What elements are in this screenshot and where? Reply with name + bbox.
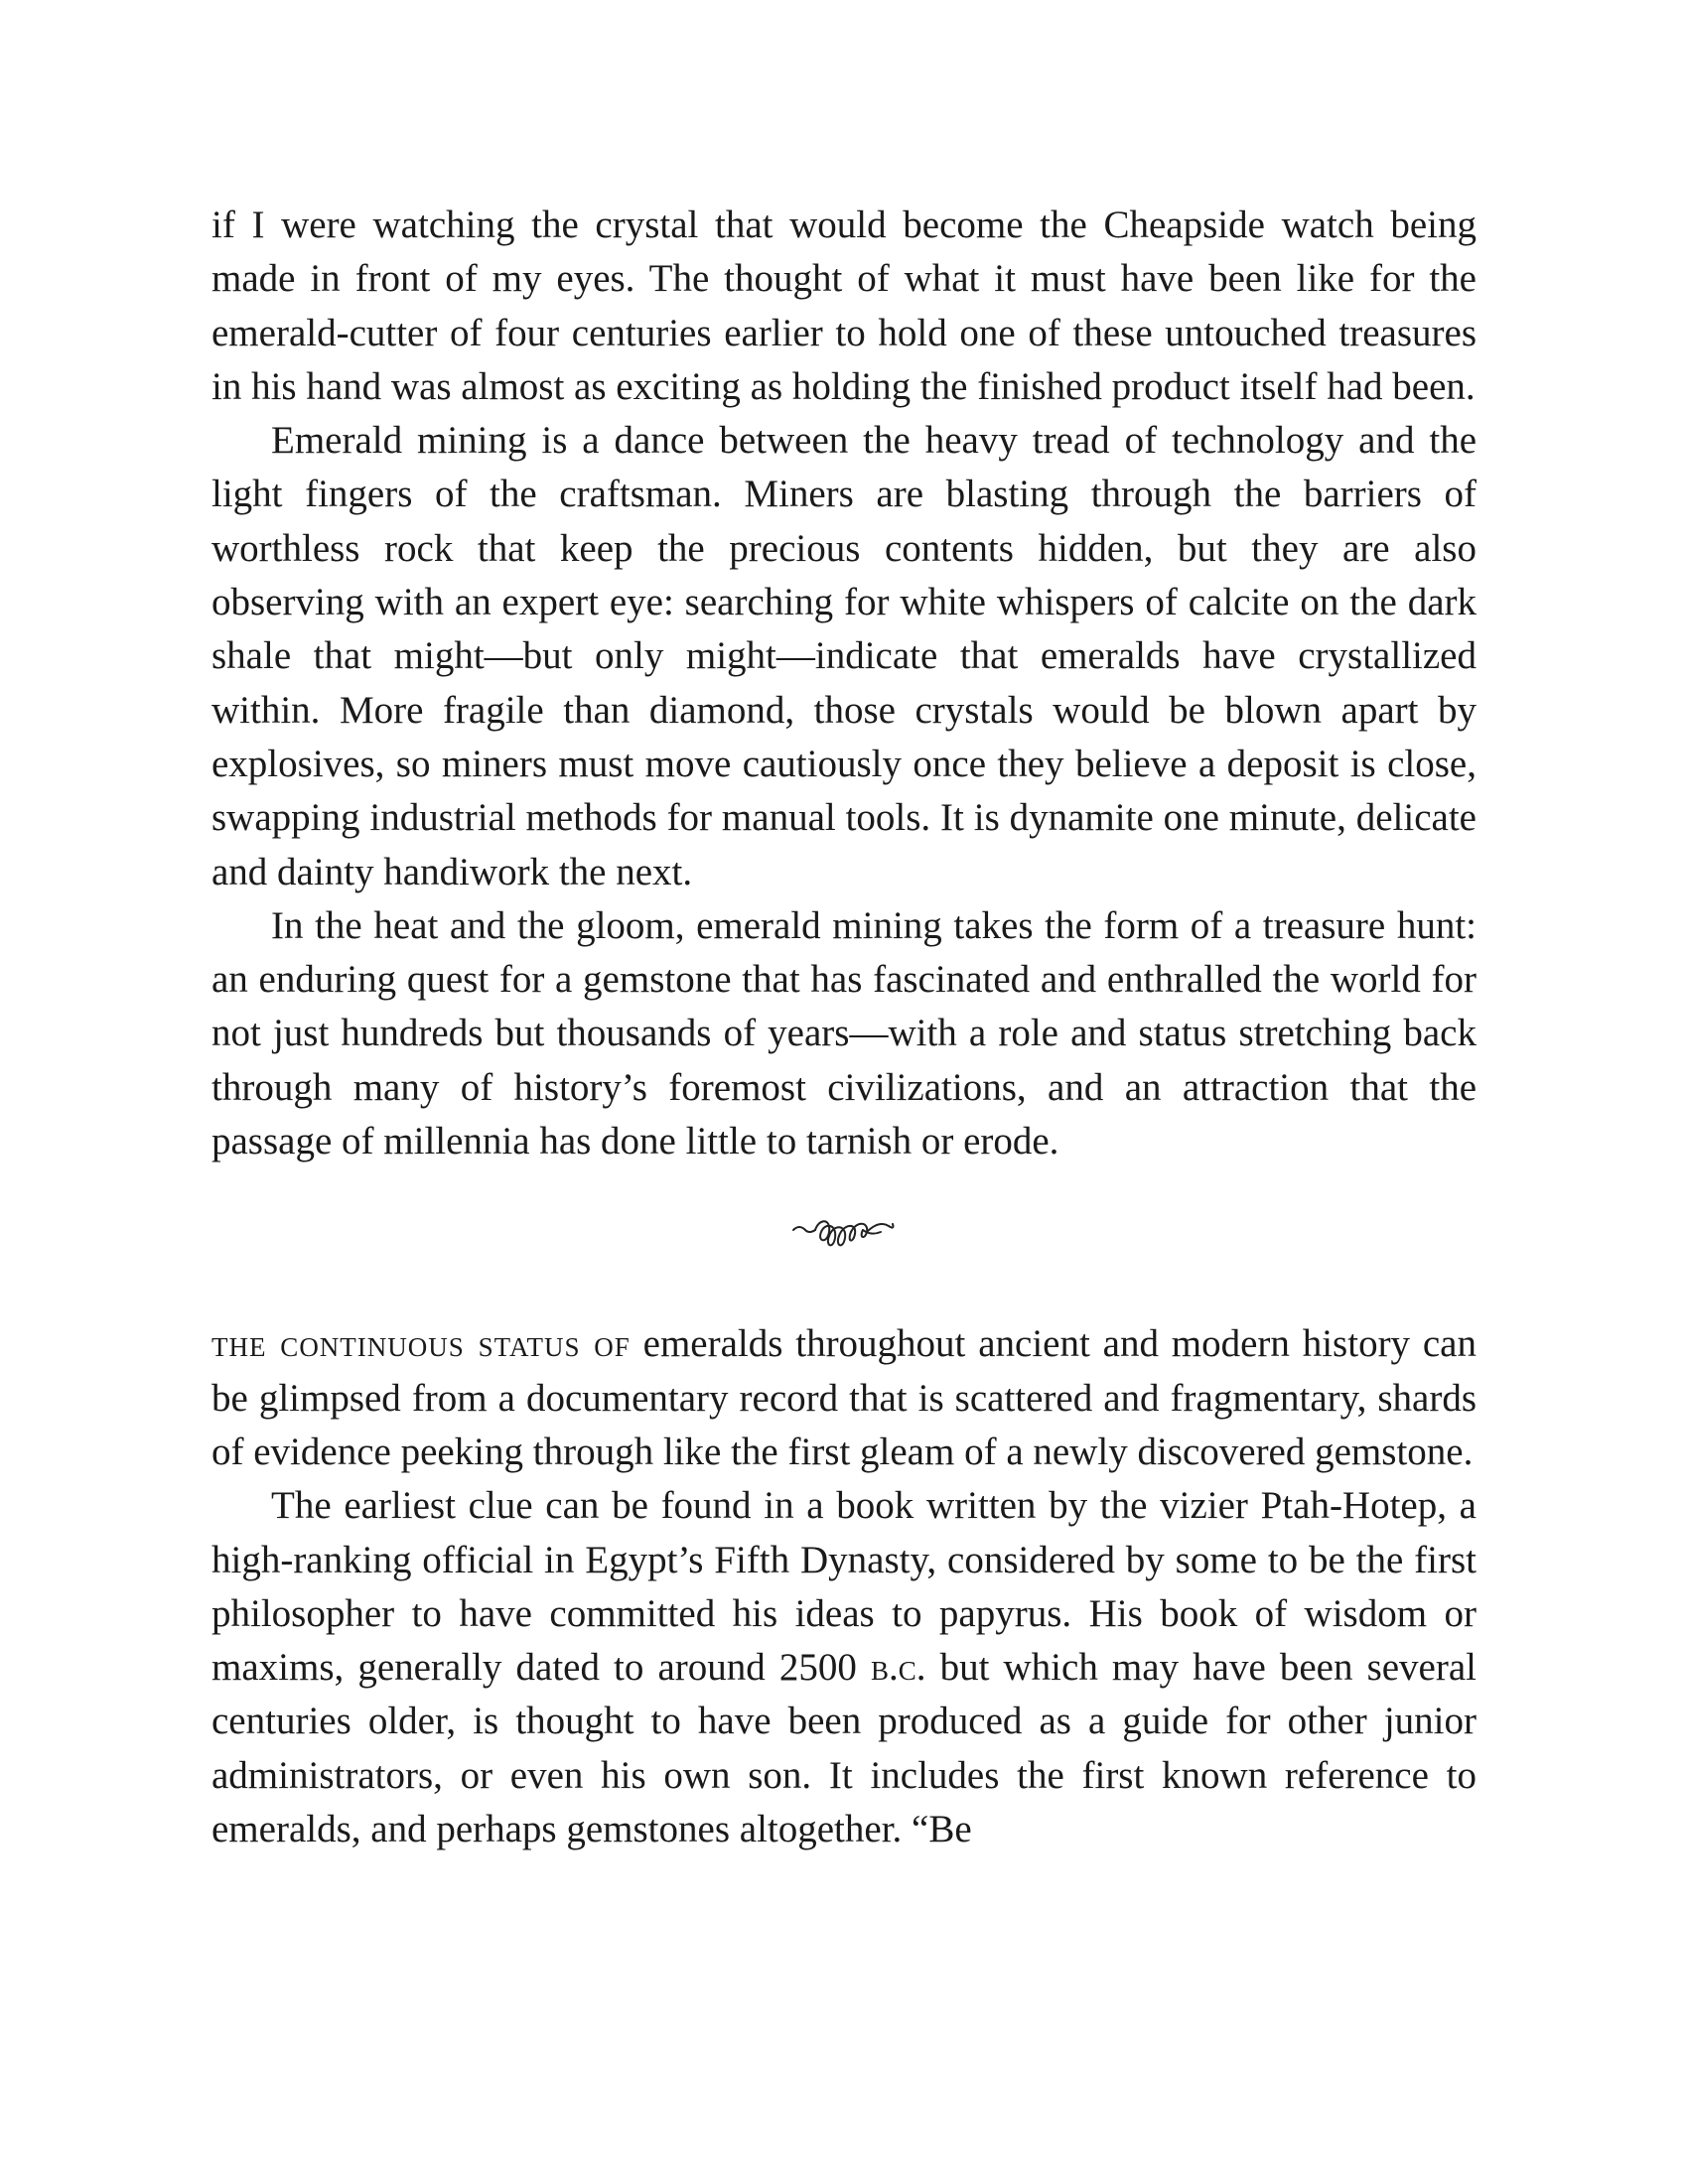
ptah-hotep-text-start: The earliest clue can be found in a book written by the vizier Ptah-Hotep, a high-ranking official in Egypt’s Fifth Dynasty, considered by some to be the first philosopher to have committed his ideas to papyrus. His book of wisdom or maxims, generally dated to around 2500	[211, 1484, 1477, 1690]
paragraph-emerald-mining-dance: Emerald mining is a dance between the heavy tread of technology and the light fingers of the craftsman. Miners are blasting through the barriers of worthless rock that keep the precious contents hidden, but they are also observing with an expert eye: searching for white whispers of calcite on the dark shale that might—but only might—indicate that emeralds have crystallized within. More fragile than diamond, those crystals would be blown apart by explosives, so miners must move cautiously once they believe a deposit is close, swapping industrial methods for manual tools. It is dynamite one minute, delicate and dainty handiwork the next.	[211, 419, 1477, 893]
flourish-icon	[789, 1210, 899, 1256]
paragraph-ptah-hotep	[211, 1479, 1477, 1856]
ptah-hotep-text-end: but which may have been several centuries older, is thought to have been produced as a guide for other junior administrators, or even his own son. It includes the first known reference to emeralds, and perhaps gemstones altogether. “Be	[211, 1646, 1477, 1851]
paragraph-continuous-status	[211, 1317, 1477, 1479]
book-page	[211, 199, 1477, 1856]
section-lead-in: the continuous status of	[211, 1322, 631, 1366]
paragraph-treasure-hunt: In the heat and the gloom, emerald mining takes the form of a treasure hunt: an enduring quest for a gemstone that has fascinated and enthralled the world for not just hundreds but thousands of years—with a role and status stretching back through many of history’s foremost civilizations, and an attraction that the passage of millennia has done little to tarnish or erode.	[211, 903, 1477, 1163]
section-opening-text: emeralds throughout ancient and modern history can be glimpsed from a documentary record that is scattered and fragmentary, shards of evidence peeking through like the first gleam of a newly discovered gemstone.	[211, 1322, 1477, 1473]
section-break-ornament-icon	[211, 1188, 1477, 1278]
era-abbreviation: b.c.	[870, 1646, 926, 1690]
paragraph-cheapside-crystal: if I were watching the crystal that would become the Cheapside watch being made in front of my eyes. The thought of what it must have been like for the emerald-cutter of four centuries earlier to hold one of these untouched treasures in his hand was almost as exciting as holding the finished product itself had been.	[211, 204, 1477, 408]
